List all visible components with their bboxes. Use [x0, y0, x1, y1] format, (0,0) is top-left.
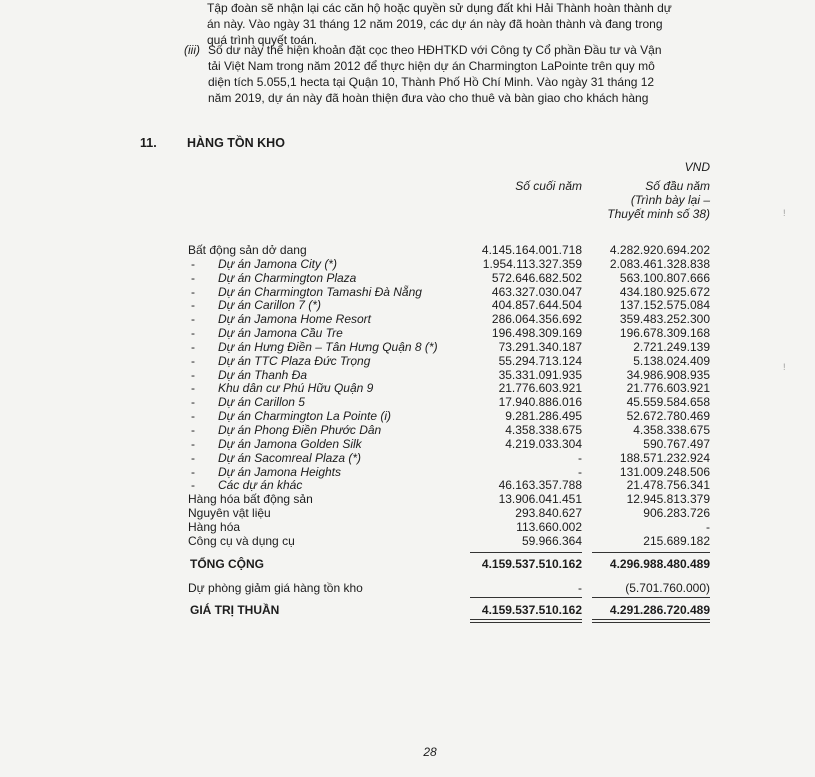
note-line: Số dư này thể hiện khoản đặt cọc theo HĐHTKD với Công ty Cổ phần Đầu tư và Vận — [208, 43, 662, 57]
table-row — [0, 507, 815, 521]
row-begin-value: 2.083.461.328.838 — [609, 256, 710, 271]
subtotal-rule — [470, 552, 582, 553]
double-rule — [592, 619, 710, 620]
bullet-dash: - — [191, 409, 195, 424]
row-end-value: 463.327.030.047 — [491, 284, 582, 299]
bullet-dash: - — [191, 381, 195, 396]
table-row — [0, 466, 815, 480]
row-end-value: 4.145.164.001.718 — [481, 243, 582, 257]
row-label: Bất động sản dở dang — [188, 243, 307, 257]
row-end-value: 572.646.682.502 — [491, 270, 582, 285]
row-end-value: 9.281.286.495 — [505, 409, 582, 424]
row-begin-value: 906.283.726 — [643, 506, 710, 521]
row-end-value: 196.498.309.169 — [491, 326, 582, 341]
provision-begin-value: (5.701.760.000) — [625, 580, 710, 595]
double-rule — [470, 619, 582, 620]
table-row — [0, 313, 815, 327]
net-begin-value: 4.291.286.720.489 — [609, 602, 710, 617]
net-label: GIÁ TRỊ THUẦN — [190, 602, 280, 617]
table-row — [0, 299, 815, 313]
section-title: HÀNG TỒN KHO — [187, 136, 285, 150]
row-label: Dự án Jamona Cầu Tre — [218, 326, 343, 341]
provision-row — [0, 577, 815, 599]
currency-unit: VND — [684, 160, 710, 174]
row-label: Dự án Phong Điền Phước Dân — [218, 422, 382, 437]
row-label: Hàng hóa — [188, 519, 241, 534]
net-end-value: 4.159.537.510.162 — [481, 602, 582, 617]
table-row — [0, 479, 815, 493]
bullet-dash: - — [191, 464, 195, 479]
row-label: Dự án Thanh Đa — [218, 367, 307, 382]
row-label: Nguyên vật liệu — [188, 506, 271, 521]
bullet-dash: - — [191, 353, 195, 368]
table-row — [0, 424, 815, 438]
table-row — [0, 272, 815, 286]
column-header-line: Số đầu năm — [645, 179, 710, 193]
table-row — [0, 341, 815, 355]
row-end-value: 4.219.033.304 — [505, 436, 582, 451]
intro-line: quá trình quyết toán. — [207, 33, 318, 47]
bullet-dash: - — [191, 422, 195, 437]
row-label: Dự án Charmington La Pointe (i) — [218, 409, 392, 424]
bullet-dash: - — [191, 284, 195, 299]
row-label: Dự án Charmington Plaza — [218, 270, 357, 285]
row-begin-value: 137.152.575.084 — [619, 298, 710, 313]
bullet-dash: - — [191, 270, 195, 285]
subtotal-rule — [592, 552, 710, 553]
inventory-table — [0, 244, 815, 621]
row-label: Các dự án khác — [218, 478, 303, 493]
table-row — [0, 382, 815, 396]
row-end-value: 73.291.340.187 — [498, 339, 582, 354]
bullet-dash: - — [191, 312, 195, 327]
scan-speck: ! — [783, 362, 786, 372]
net-value-row — [0, 599, 815, 621]
row-end-value: 21.776.603.921 — [498, 381, 582, 396]
row-label: Dự án Jamona Golden Silk — [218, 436, 362, 451]
row-begin-value: 21.776.603.921 — [626, 381, 710, 396]
row-label: Dự án Hưng Điền – Tân Hưng Quận 8 (*) — [218, 339, 438, 354]
bullet-dash: - — [191, 339, 195, 354]
table-row — [0, 493, 815, 507]
column-header-line: (Trình bày lại – — [630, 193, 710, 207]
table-row — [0, 286, 815, 300]
row-label: Dự án Sacomreal Plaza (*) — [218, 450, 361, 465]
row-end-value: 404.857.644.504 — [491, 298, 582, 313]
row-label: Dự án TTC Plaza Đức Trọng — [218, 353, 371, 368]
row-begin-value: 434.180.925.672 — [619, 284, 710, 299]
row-begin-value: 359.483.252.300 — [619, 312, 710, 327]
total-begin-value: 4.296.988.480.489 — [609, 556, 710, 571]
total-label: TỔNG CỘNG — [190, 556, 264, 571]
bullet-dash: - — [191, 436, 195, 451]
row-begin-value: 5.138.024.409 — [633, 353, 710, 368]
table-row — [0, 244, 815, 258]
bullet-dash: - — [191, 367, 195, 382]
bullet-dash: - — [191, 298, 195, 313]
subtotal-rule — [470, 597, 582, 598]
double-rule — [592, 622, 710, 623]
bullet-dash: - — [191, 478, 195, 493]
table-row — [0, 369, 815, 383]
table-row — [0, 396, 815, 410]
column-header-end-of-year: Số cuối năm — [515, 179, 582, 193]
row-begin-value: 131.009.248.506 — [619, 464, 710, 479]
table-row — [0, 327, 815, 341]
bullet-dash: - — [191, 326, 195, 341]
row-begin-value: 4.282.920.694.202 — [609, 243, 710, 257]
row-end-value: 35.331.091.935 — [498, 367, 582, 382]
bullet-dash: - — [191, 395, 195, 410]
bullet-dash: - — [191, 256, 195, 271]
row-end-value: 286.064.356.692 — [491, 312, 582, 327]
row-begin-value: 45.559.584.658 — [626, 395, 710, 410]
double-rule — [470, 622, 582, 623]
row-begin-value: 12.945.813.379 — [626, 492, 710, 507]
table-row — [0, 535, 815, 549]
column-header-line: Thuyết minh số 38) — [607, 207, 710, 221]
row-label: Công cụ và dụng cụ — [188, 533, 295, 548]
intro-paragraph — [207, 0, 702, 48]
bullet-dash: - — [191, 450, 195, 465]
row-label: Dự án Carillon 7 (*) — [218, 298, 321, 313]
section-number: 11. — [140, 136, 157, 150]
row-begin-value: 563.100.807.666 — [619, 270, 710, 285]
row-label: Khu dân cư Phú Hữu Quận 9 — [218, 381, 374, 396]
table-row — [0, 452, 815, 466]
row-end-value: 113.660.002 — [516, 519, 582, 534]
note-line: năm 2019, dự án này đã hoàn thiện đưa vào cho thuê và bàn giao cho khách hàng — [208, 91, 649, 105]
row-label: Hàng hóa bất động sản — [188, 492, 313, 507]
page-number: 28 — [423, 745, 437, 759]
row-end-value: 4.358.338.675 — [505, 422, 582, 437]
table-row — [0, 410, 815, 424]
row-end-value: 293.840.627 — [515, 506, 582, 521]
row-begin-value: 2.721.249.139 — [633, 339, 710, 354]
row-begin-value: - — [706, 519, 710, 534]
row-label: Dự án Jamona City (*) — [218, 256, 337, 271]
row-end-value: 1.954.113.327.359 — [482, 256, 582, 271]
note-iii — [184, 42, 704, 106]
subtotal-rule — [592, 597, 710, 598]
table-row — [0, 258, 815, 272]
row-label: Dự án Carillon 5 — [218, 395, 305, 410]
row-end-value: - — [578, 464, 582, 479]
row-begin-value: 590.767.497 — [643, 436, 710, 451]
scan-speck: ! — [783, 208, 786, 218]
note-line: tải Việt Nam trong năm 2012 để thực hiện dự án Charmington LaPointe trên quy mô — [208, 59, 655, 73]
row-label: Dự án Jamona Heights — [218, 464, 341, 479]
row-label: Dự án Jamona Home Resort — [218, 312, 371, 327]
row-end-value: 17.940.886.016 — [498, 395, 582, 410]
row-end-value: 13.906.041.451 — [498, 492, 582, 507]
intro-line: án này. Vào ngày 31 tháng 12 năm 2019, các dự án này đã hoàn thành và đang trong — [207, 17, 663, 31]
row-end-value: 55.294.713.124 — [498, 353, 582, 368]
row-begin-value: 52.672.780.469 — [626, 409, 710, 424]
row-label: Dự án Charmington Tamashi Đà Nẵng — [218, 284, 422, 299]
row-begin-value: 4.358.338.675 — [633, 422, 710, 437]
total-end-value: 4.159.537.510.162 — [481, 556, 582, 571]
row-begin-value: 188.571.232.924 — [619, 450, 710, 465]
table-row — [0, 355, 815, 369]
provision-end-value: - — [578, 580, 582, 595]
note-line: diện tích 5.055,1 hecta tại Quận 10, Thành Phố Hồ Chí Minh. Vào ngày 31 tháng 12 — [208, 75, 655, 89]
intro-line: Tập đoàn sẽ nhận lại các căn hộ hoặc quyền sử dụng đất khi Hải Thành hoàn thành dự — [207, 1, 672, 15]
table-row — [0, 438, 815, 452]
provision-label: Dự phòng giảm giá hàng tồn kho — [188, 580, 363, 595]
row-begin-value: 215.689.182 — [643, 533, 710, 548]
row-end-value: 59.966.364 — [521, 533, 582, 548]
table-row — [0, 521, 815, 535]
row-end-value: 46.163.357.788 — [498, 478, 582, 493]
note-marker: (iii) — [184, 43, 200, 57]
total-row — [0, 554, 815, 575]
row-begin-value: 34.986.908.935 — [626, 367, 710, 382]
row-end-value: - — [578, 450, 582, 465]
column-header-beginning-of-year — [590, 179, 710, 221]
row-begin-value: 196.678.309.168 — [619, 326, 710, 341]
row-begin-value: 21.478.756.341 — [626, 478, 710, 493]
